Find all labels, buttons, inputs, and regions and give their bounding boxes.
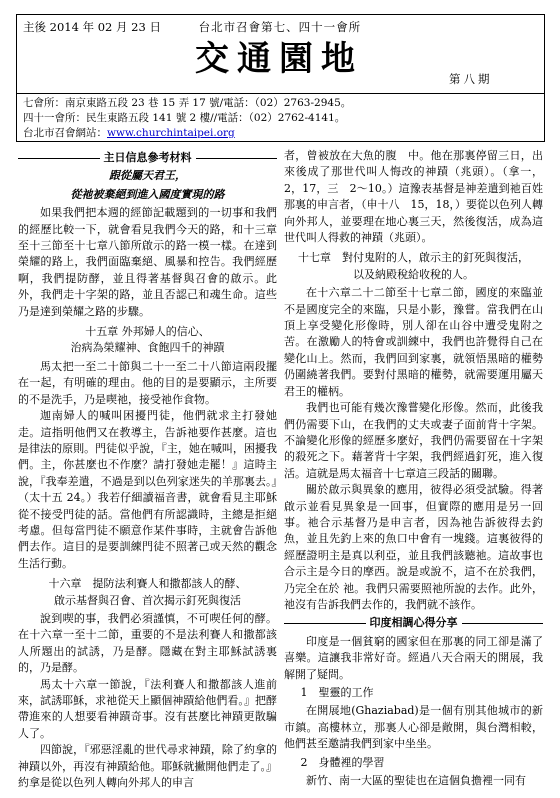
website-link[interactable]: www.churchintaipei.org <box>107 127 235 139</box>
issue-date: 主後 2014 年 02 月 23 日 <box>23 20 161 34</box>
paragraph: 四節說，『邪惡淫亂的世代尋求神蹟，除了約拿的神蹟以外，再沒有神蹟給他。耶穌就撇開他們走了。』約拿是從以色列人轉向外邦人的申言 <box>18 743 277 790</box>
paragraph: 馬太把一至二十節與二十一至二十八節這兩段擺在一起，有明確的理由。他的目的是要顯示，主所要的不是洗手，乃是喫祂，接受祂作食物。 <box>18 359 277 406</box>
section-title: 印度相調心得分享 <box>369 616 458 630</box>
list-item: 1 聖靈的工作 <box>300 686 374 699</box>
issue-number: 第八期 <box>449 72 493 86</box>
paragraph: 新竹、南一大區的聖徒也在這個負擔裡一同有 <box>306 774 526 788</box>
message-subtitle-1: 跟從屬天君王， <box>109 169 186 183</box>
paragraph: 在十六章二十二節至十七章二節，國度的來臨並不是國度完全的來臨，只是小影，豫嘗。當我們在山頂上享受變化形像時，別人卻在山谷中遭受鬼附之苦。在激勵人的特會或訓練中，我們也許覺得自己在變化山上。然而，我們回到家裏，就領悟黑暗的權勢仍圍繞著我們。要對付黑暗的權勢，就需要運用屬天君王的權柄。 <box>284 286 543 398</box>
chapter-heading-16 <box>18 576 277 609</box>
paragraph: 印度是一個貧窮的國家但在那裏的同工卻是滿了喜樂。這讓我非常好奇。經過八天合兩天的開展，我解開了疑問。 <box>284 634 543 681</box>
heading-line: 十五章 外邦婦人的信心、 <box>85 325 210 339</box>
list-item: 2 身體裡的學習 <box>300 755 385 769</box>
church-name: 台北市召會第七、四十一會所 <box>198 20 362 34</box>
address-hall-41: 四十一會所：民生東路五段 141 號 2 樓//電話：（02）2762-4141。 <box>23 112 346 124</box>
heading-line: 治病為榮耀神、食飽四千的神蹟 <box>70 341 225 355</box>
masthead-top-line <box>23 19 361 36</box>
publication-title: 交通園地 <box>195 39 363 79</box>
message-subtitle-2: 從祂被棄絕到進入國度實現的路 <box>70 187 225 201</box>
masthead-divider <box>17 93 544 94</box>
heading-line: 以及納殿稅給收稅的人。 <box>353 267 474 281</box>
right-column <box>284 148 543 789</box>
website-label: 台北市召會網站： <box>23 127 107 139</box>
chapter-heading-17 <box>284 250 543 283</box>
heading-line: 十七章 對付鬼附的人，啟示主的釘死與復活， <box>298 251 529 265</box>
section-title: 主日信息參考材料 <box>103 151 192 164</box>
paragraph: 在開展地(Ghaziabad)是一個有別其他城市的新市鎮。高樓林立，那裏人心卻是敞開，與台灣相較，他們甚至邀請我們到家中坐坐。 <box>284 704 543 751</box>
heading-line: 十六章 提防法利賽人和撒都該人的酵、 <box>48 577 247 591</box>
section-divider <box>18 150 277 166</box>
chapter-heading-15 <box>18 324 277 357</box>
section-divider <box>284 615 543 631</box>
paragraph: 說到喫的事，我們必須謹慎，不可喫任何的酵。在十六章一至十二節，重要的不是法利賽人和撒都該人所題出的試誘，乃是酵。隱藏在對主耶穌試誘裏的，乃是酵。 <box>18 611 277 675</box>
website-line <box>23 126 235 141</box>
paragraph: 如果我們把本週的經節記載題到的一切事和我們的經歷比較一下，就會看見我們今天的路，和十三章至十三節至十七章八節所啟示的路一模一樣。在達到榮耀的路上，我們面臨棄絕、風暴和控告。我們經歷啊，我們提防酵，並且得著基督與召會的啟示。此外，我們走十字架的路，並且否認己和魂生命。這些乃是達到榮耀之路的步驟。 <box>18 206 277 318</box>
paragraph: 者，曾被放在大魚的腹 中。他在那裏停留三日，出來後成了那世代叫人悔改的神蹟（兆頭）。（拿一，2，17，三 2～10。）這豫表基督是神差遣到祂百姓那裏的申言者，（申十八 15，18，）要從以色列人轉向外邦人，並要理在地心裏三天，然後復活，成為這世代叫人得救的神蹟（兆頭）。 <box>284 149 543 245</box>
masthead <box>16 14 545 142</box>
paragraph: 我們也可能有幾次豫嘗變化形像。然而，此後我們仍需要下山，在我們的丈夫或妻子面前背十字架。不論變化形像的經歷多麼好，我們仍需要留在十字架的殺死之下。藉著背十字架，我們經過釘死，進入復活。這就是馬太福音十七章這三段話的關聯。 <box>284 401 543 480</box>
paragraph: 馬太十六章一節說，『法利賽人和撒都該人進前來，試誘耶穌，求祂從天上顯個神蹟給他們看。』把酵帶進來的人想要看神蹟奇事。沒有甚麼比神蹟更散騙人了。 <box>18 677 277 740</box>
paragraph: 迦南婦人的喊叫困擾門徒，他們就求主打發她走。這指明他們又在教導主，告訴祂要作甚麼。這也是律法的原則。門徒似乎說，『主，她在喊叫，困擾我們。主，你甚麼也不作麼？請打發她走罷！』這時主說，『我奉差遣，不過是到以色列家迷失的羊那裏去。』（太十五 24。）我若仔細讀福音書，就會看見主耶穌從不接受門徒的話。當他們有所認識時，主總是拒絕考慮。但每當門徒不願意作某件事時，主就會告訴他們去作。這目的是要訓練門徒不照著己或天然的觀念生活行動。 <box>18 409 277 570</box>
heading-line: 啟示基督與召會、首次揭示釘死與復活 <box>54 593 241 607</box>
paragraph: 關於啟示與異象的應用，彼得必須受試驗。得著啟示並看見異象是一回事，但實際的應用是另一回事。祂合示基督乃是申言者，因為祂告訴彼得去釣魚，並且先釣上來的魚口中會有一塊錢。這裏彼得的經歷證明主是真以利亞，並且我們該聽祂。這故事也合示主是今日的摩西。說是或說不，這不在於我們，乃完全在於 祂。我們只需要照祂所說的去作。此外，祂沒有告訴我們去作的，我們就不該作。 <box>284 483 543 611</box>
left-column <box>18 148 277 791</box>
address-hall-7: 七會所：南京東路五段 23 巷 15 弄 17 號/電話：（02）2763-2945。 <box>23 97 352 109</box>
